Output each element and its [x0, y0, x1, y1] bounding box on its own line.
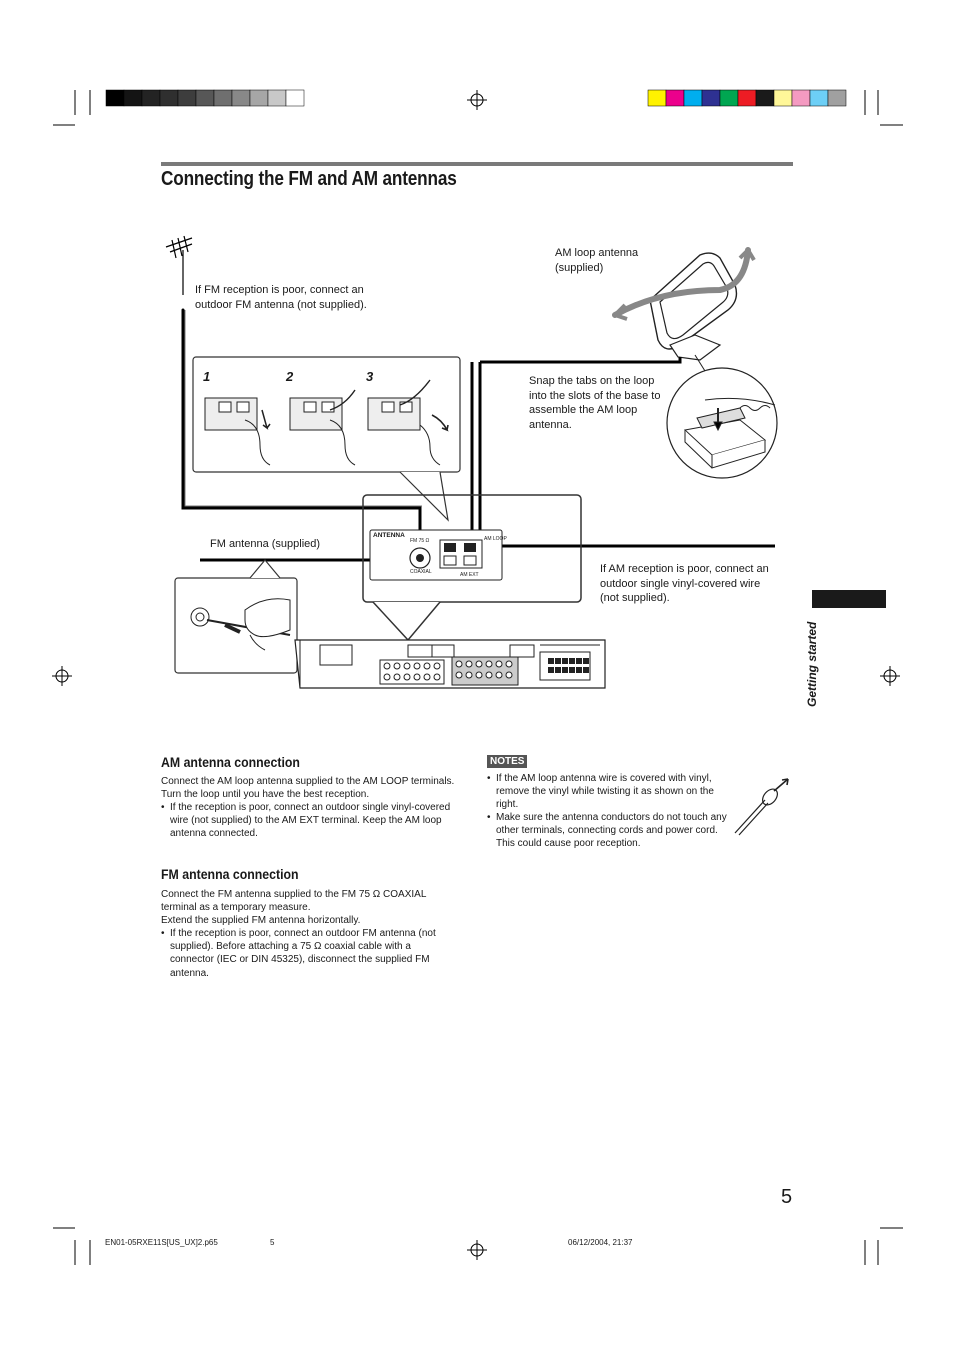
am-loop-cable: [480, 357, 680, 362]
snap-note: Snap the tabs on the loop into the slots of the base to assemble the AM loop antenna.: [529, 375, 661, 431]
am-loop-label: AM loop antenna (supplied): [555, 247, 639, 274]
step-number-2: 2: [286, 369, 294, 384]
speaker-terminal: [506, 661, 512, 667]
footer-file: EN01-05RXE11S[US_UX]2.p65: [105, 1238, 218, 1247]
panel-am-ext-label: AM EXT: [460, 572, 479, 578]
am-para-1: Connect the AM loop antenna supplied to the AM LOOP terminals.: [161, 776, 455, 787]
outdoor-fm-antenna-icon: [166, 236, 192, 295]
panel-zoom-pointer: [373, 602, 440, 640]
output-pin: [576, 658, 582, 664]
output-pin: [562, 667, 568, 673]
rear-jack: [414, 663, 420, 669]
rear-jack: [424, 674, 430, 680]
fm-section-body: [161, 888, 456, 980]
am-para-2: Turn the loop until you have the best reception.: [161, 789, 370, 801]
speaker-terminal: [496, 672, 502, 678]
output-pin: [555, 658, 561, 664]
note-item-1: • If the AM loop antenna wire is covered with vinyl, remove the vinyl while twisting it as shown on the right.: [487, 772, 727, 811]
registration-mark-bottom: [467, 1240, 487, 1260]
rear-jack: [424, 663, 430, 669]
fm-para-2: Extend the supplied FM antenna horizontally.: [161, 915, 361, 927]
am-ext-terminal: [444, 556, 456, 565]
am-ext-terminal-2: [464, 556, 476, 565]
panel-antenna-label: ANTENNA: [373, 532, 405, 539]
fm-para-1: Connect the FM antenna supplied to the FM 75 Ω COAXIAL terminal as a temporary measure.: [161, 889, 427, 914]
output-pin: [569, 667, 575, 673]
note-item-2: • Make sure the antenna conductors do not touch any other terminals, connecting cords and power cord. This could cause poor reception.: [487, 811, 727, 850]
fm-supplied-label: FM antenna (supplied): [210, 538, 321, 550]
output-pin: [562, 658, 568, 664]
fm-section-heading: FM antenna connection: [161, 866, 299, 882]
am-section-heading: AM antenna connection: [161, 754, 300, 770]
speaker-terminal: [466, 661, 472, 667]
am-bullet: • If the reception is poor, connect an outdoor single vinyl-covered wire (not supplied) to the AM EXT terminal. Keep the AM loop antenna connected.: [161, 801, 466, 840]
notes-badge: NOTES: [487, 755, 527, 768]
page-title: Connecting the FM and AM antennas: [161, 168, 457, 190]
wire-twist-icon: [730, 775, 795, 840]
speaker-terminal: [476, 661, 482, 667]
rear-jack: [394, 674, 400, 680]
notes-body: [487, 772, 727, 851]
speaker-terminal: [476, 672, 482, 678]
rear-jack: [434, 663, 440, 669]
rear-jack: [384, 674, 390, 680]
am-section-body: [161, 775, 466, 840]
rear-jack: [434, 674, 440, 680]
section-tab-marker: [812, 590, 886, 608]
steps-pointer: [400, 472, 448, 520]
speaker-terminal: [456, 661, 462, 667]
output-pin: [583, 667, 589, 673]
rear-jack: [414, 674, 420, 680]
panel-am-loop-label: AM LOOP: [484, 536, 507, 542]
fm-plug-pointer: [250, 560, 280, 578]
fm-coax-jack-center: [416, 554, 424, 562]
fm-bullet: • If the reception is poor, connect an outdoor FM antenna (not supplied). Before attaching a 75 Ω coaxial cable with a connector (IEC or DIN 45325), disconnect the supplied FM antenna.: [161, 927, 456, 979]
am-loop-terminal-1: [444, 543, 456, 552]
output-pin: [555, 667, 561, 673]
panel-fm75-label: FM 75 Ω: [410, 538, 430, 544]
output-pin: [569, 658, 575, 664]
step-number-1: 1: [203, 369, 211, 384]
section-tab-label: [805, 612, 825, 712]
speaker-terminal: [506, 672, 512, 678]
output-pin: [548, 658, 554, 664]
output-pin: [576, 667, 582, 673]
footer-page: 5: [270, 1238, 275, 1247]
rear-jack: [404, 674, 410, 680]
section-tab-text: Getting started: [805, 621, 819, 707]
speaker-terminal: [466, 672, 472, 678]
output-pin: [583, 658, 589, 664]
am-outdoor-note: If AM reception is poor, connect an outdoor single vinyl-covered wire (not supplied).: [600, 563, 769, 604]
speaker-terminal: [486, 672, 492, 678]
speaker-terminal: [486, 661, 492, 667]
am-loop-terminal-2: [464, 543, 476, 552]
page-number: 5: [781, 1186, 793, 1208]
speaker-terminal: [496, 661, 502, 667]
rear-jack: [394, 663, 400, 669]
output-pin: [548, 667, 554, 673]
footer-timestamp: 06/12/2004, 21:37: [568, 1238, 633, 1247]
outdoor-fm-note: If FM reception is poor, connect an outdoor FM antenna (not supplied).: [195, 284, 367, 311]
panel-coaxial-label: COAXIAL: [410, 569, 432, 575]
speaker-terminal: [456, 672, 462, 678]
step-number-3: 3: [366, 369, 374, 384]
rear-jack: [404, 663, 410, 669]
rear-jack: [384, 663, 390, 669]
